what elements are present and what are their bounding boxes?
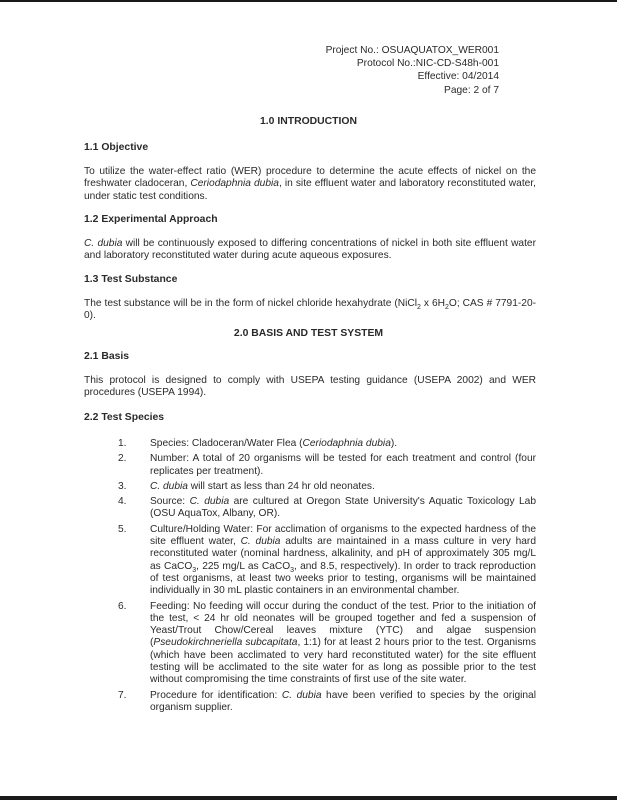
paragraph-objective: To utilize the water-effect ratio (WER) procedure to determine the acute effects of nickel on the freshwater cladoceran, Ceriodaphnia dubia, in site effluent water and laboratory reconstituted water, under static test conditions. [84, 166, 536, 202]
protocol-number: Protocol No.:NIC-CD-S48h-001 [356, 58, 499, 70]
section-title-basis-test-system: 2.0 BASIS AND TEST SYSTEM [233, 328, 384, 339]
project-number: Project No.: OSUAQUATOX_WER001 [325, 45, 499, 56]
test-species-list [84, 438, 536, 717]
paragraph-approach: C. dubia will be continuously exposed to differing concentrations of nickel in both site effluent water and laboratory reconstituted water during acute aqueous exposures. [84, 238, 536, 262]
scan-top-edge [0, 0, 617, 2]
heading-experimental-approach: 1.2 Experimental Approach [84, 214, 218, 225]
effective-date: Effective: 04/2014 [417, 71, 499, 83]
heading-test-species: 2.2 Test Species [84, 412, 165, 423]
list-item: 2. Number: A total of 20 organisms will be tested for each treatment and control (four replicates per treatment). [118, 453, 536, 477]
scan-bottom-edge [0, 796, 617, 800]
list-item: 6. Feeding: No feeding will occur during the conduct of the test. Prior to the initiation of the test, < 24 hr old neonates will be grouped together and fed a suspension of Yeast/Trout Chow/Cereal leaves mixture (YTC) and algae suspension (Pseudokirchneriella subcapitata, 1:1) for at least 2 hours prior to the test. Organisms (which have been acclimated to very hard reconstituted water) for the site effluent testing will be acclimated to the site water for as long as possible prior to the test without compromising the time constraints of first use of the site water. [118, 600, 536, 686]
list-item: 1. Species: Cladoceran/Water Flea (Ceriodaphnia dubia). [118, 438, 398, 449]
list-item: 7. Procedure for identification: C. dubia have been verified to species by the original organism supplier. [118, 689, 536, 713]
document-header [326, 44, 499, 97]
list-item: 4. Source: C. dubia are cultured at Oregon State University's Aquatic Toxicology Lab (OSU AquaTox, Albany, OR). [118, 496, 536, 520]
heading-objective: 1.1 Objective [84, 142, 149, 153]
page-number: Page: 2 of 7 [444, 84, 499, 96]
heading-test-substance: 1.3 Test Substance [84, 274, 178, 285]
paragraph-test-substance: The test substance will be in the form of nickel chloride hexahydrate (NiCl$_2$ x $6H_2O$; CAS # 7791-20-0). [84, 298, 537, 322]
paragraph-basis: This protocol is designed to comply with USEPA testing guidance (USEPA 2002) and WER procedures (USEPA 1994). [84, 375, 536, 399]
list-item: 5. Culture/Holding Water: For acclimation of organisms to the expected hardness of the site effluent water, C. dubia adults are maintained in a mass culture in very hard reconstituted water (nominal hardness, alkalinity, and pH of approximately 305 mg/L as CaCO$_3$, 225 mg/L as CaCO$_3$, and 8.5, respectively). In order to track reproduction of test organisms, at least two weeks prior to testing, organisms will be maintained individually in 30 mL plastic containers in an environmental chamber. [118, 523, 536, 597]
list-item: 3. C. dubia will start as less than 24 hr old neonates. [118, 480, 375, 492]
section-title-introduction: 1.0 INTRODUCTION [260, 116, 357, 127]
heading-basis: 2.1 Basis [84, 351, 130, 362]
